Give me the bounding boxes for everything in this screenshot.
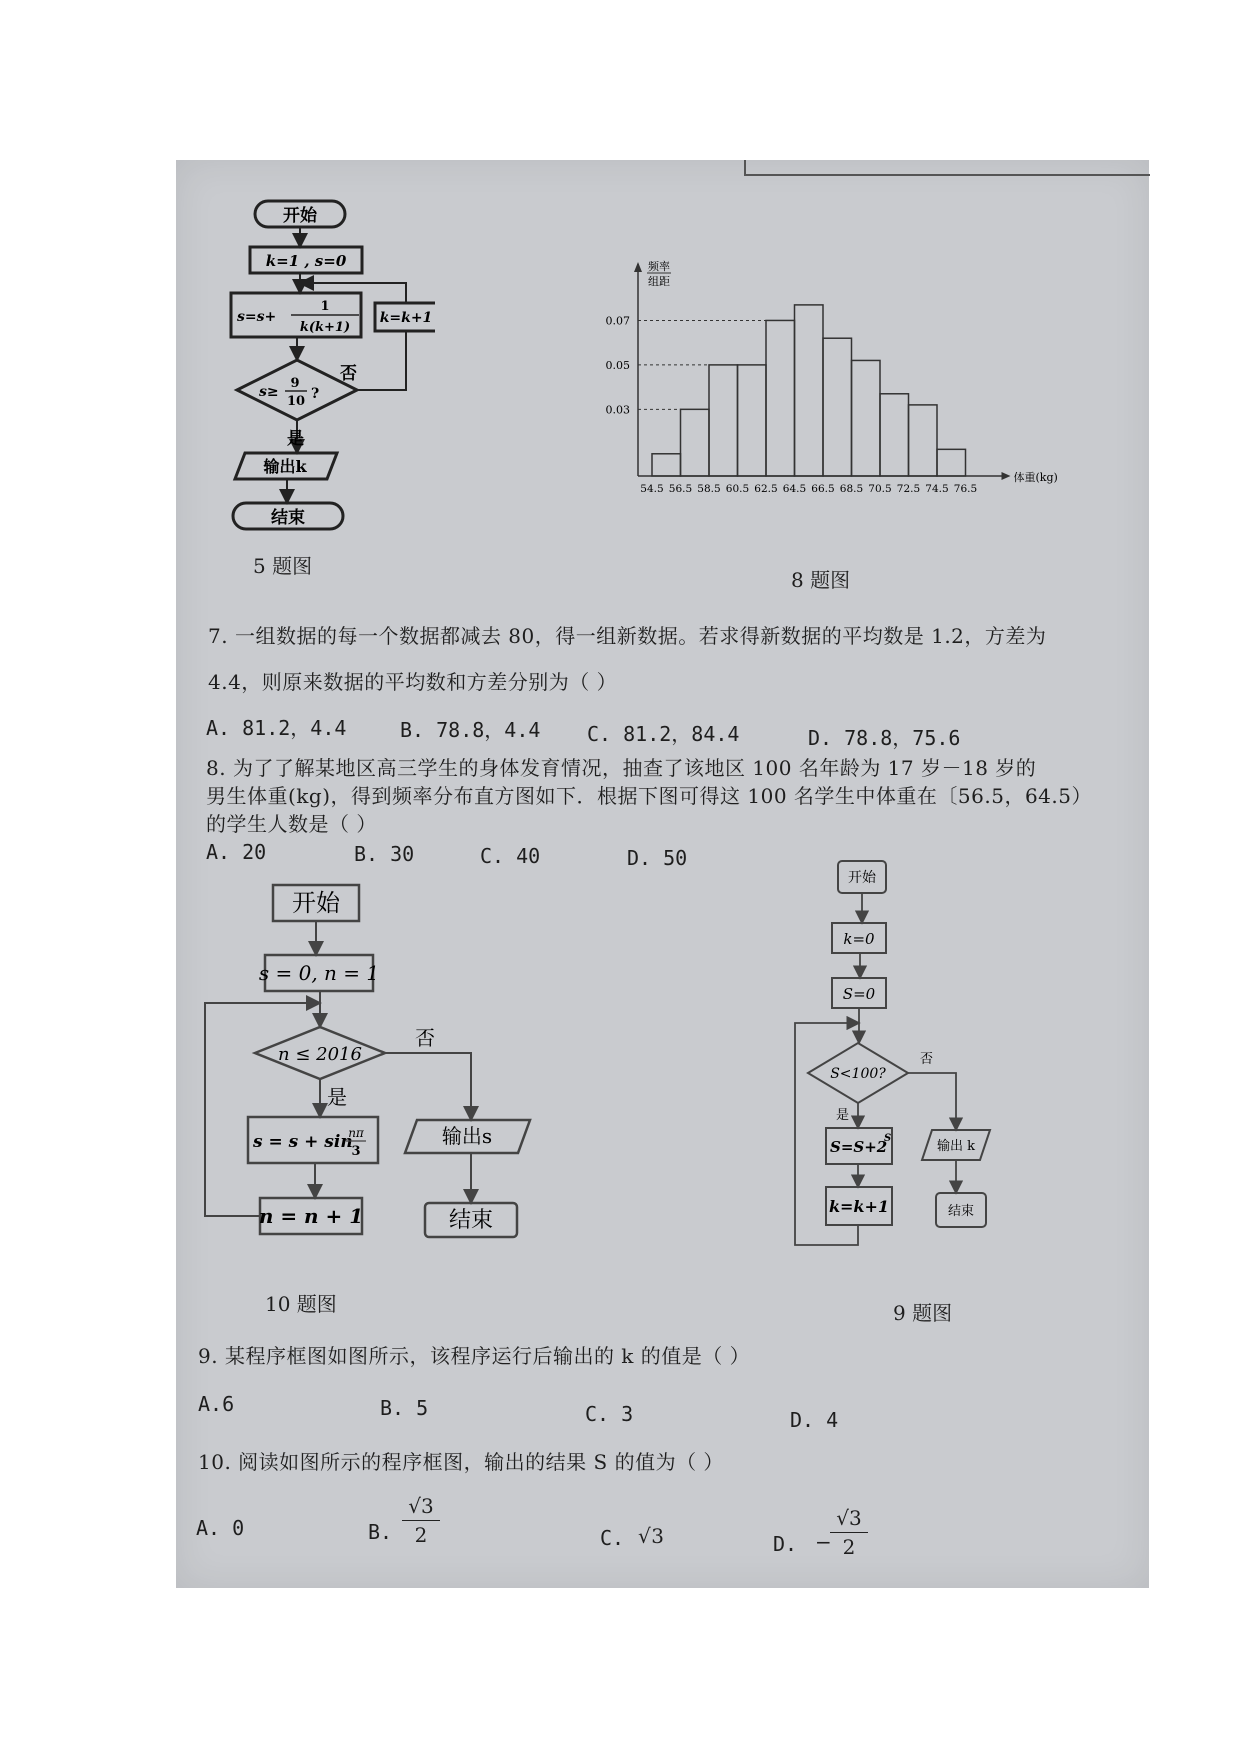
- q8-option-c: C. 40: [480, 844, 541, 868]
- q10-option-d-num: √3: [830, 1506, 868, 1533]
- header-strip: [744, 160, 1150, 176]
- q8-line1: 8. 为了了解某地区高三学生的身体发育情况，抽查了该地区 100 名年龄为 17 岁－18 岁的: [206, 756, 1037, 780]
- q8-option-a: A. 20: [206, 840, 267, 864]
- fig9-output-label: 输出 k: [936, 1139, 976, 1154]
- x-tick-label: 76.5: [953, 483, 978, 495]
- histogram-bar: [823, 338, 852, 476]
- fig5-cond-num: 9: [290, 376, 300, 391]
- q10-option-b-label: B.: [368, 1520, 393, 1544]
- fig5-inc-label: k=k+1: [379, 310, 433, 326]
- fig9-no-label: 否: [920, 1052, 934, 1067]
- q10-line: 10. 阅读如图所示的程序框图，输出的结果 S 的值为（ ）: [198, 1450, 724, 1474]
- q7-option-d: D. 78.8，75.6: [808, 726, 961, 750]
- fig10-update-den: 3: [351, 1144, 361, 1159]
- fig5-caption: 5 题图: [253, 554, 313, 578]
- y-axis-label-bottom: 组距: [648, 275, 670, 288]
- x-tick-label: 58.5: [697, 483, 721, 495]
- x-tick-label: 60.5: [725, 483, 750, 495]
- histogram-bar: [681, 409, 710, 476]
- x-tick-label: 54.5: [640, 483, 664, 495]
- q10-option-b-den: 2: [414, 1523, 428, 1547]
- fig10-output-label: 输出s: [441, 1124, 493, 1148]
- fig5-update-label: s=s+: [237, 309, 277, 325]
- fig10-yes-label: 是: [327, 1085, 347, 1109]
- fig5-cond-pre: s≥: [259, 384, 279, 400]
- y-axis-arrow: [634, 262, 642, 272]
- histogram-bar: [880, 394, 909, 476]
- q9-line: 9. 某程序框图如图所示，该程序运行后输出的 k 的值是（ ）: [198, 1344, 751, 1368]
- histogram-bar: [909, 405, 938, 476]
- x-axis-arrow: [1002, 472, 1011, 480]
- fig9-update-pre: S=S+2: [830, 1138, 888, 1156]
- q10-option-c-value: √3: [638, 1524, 665, 1548]
- x-tick-label: 70.5: [868, 483, 892, 495]
- fig9-yes-label: 是: [836, 1108, 850, 1123]
- histogram-bar: [852, 360, 881, 476]
- fig9-flowchart: [790, 855, 1040, 1255]
- q10-option-d-sign: −: [815, 1530, 833, 1554]
- y-tick-label: 0.03: [605, 403, 630, 417]
- q8-option-d: D. 50: [627, 846, 688, 870]
- fig9-inc-label: k=k+1: [828, 1197, 890, 1216]
- x-tick-label: 62.5: [754, 483, 778, 495]
- histogram-bar: [738, 365, 767, 476]
- q10-option-c-label: C.: [600, 1526, 625, 1550]
- q9-option-b: B. 5: [380, 1396, 429, 1420]
- q10-option-d-label: D.: [773, 1532, 798, 1556]
- fig9-end-label: 结束: [947, 1204, 975, 1219]
- fig9-caption: 9 题图: [893, 1301, 953, 1325]
- y-tick-label: 0.07: [605, 314, 630, 328]
- fig5-output-label: 输出k: [263, 457, 307, 476]
- q7-option-b: B. 78.8，4.4: [400, 718, 541, 742]
- x-tick-label: 64.5: [782, 483, 807, 495]
- fig5-init-label: k=1 , s=0: [265, 252, 347, 270]
- x-tick-label: 66.5: [811, 483, 835, 495]
- fig5-frac-den: k(k+1): [299, 320, 351, 335]
- fig10-no-label: 否: [415, 1026, 435, 1050]
- q10-option-b-fraction: [402, 1494, 440, 1547]
- fig8-histogram: [590, 258, 1150, 558]
- fig10-end-label: 结束: [448, 1208, 494, 1233]
- fig9-cond-label: S<100?: [830, 1066, 886, 1082]
- q9-option-a: A.6: [198, 1392, 235, 1416]
- histogram-bar: [652, 454, 681, 476]
- fig5-cond-q: ?: [311, 386, 320, 402]
- fig5-frac-num: 1: [320, 299, 330, 314]
- x-tick-label: 74.5: [925, 483, 949, 495]
- q8-line3: 的学生人数是（ ）: [206, 812, 377, 836]
- histogram-bar: [766, 320, 795, 476]
- fig5-flowchart: [225, 195, 435, 565]
- fig9-update-exp: S: [884, 1133, 892, 1144]
- q10-option-b-num: √3: [402, 1494, 440, 1521]
- y-axis-label-top: 频率: [648, 260, 670, 273]
- histogram-bar: [937, 449, 966, 476]
- q7-option-c: C. 81.2，84.4: [587, 722, 740, 746]
- fig9-k0-label: k=0: [843, 930, 875, 948]
- fig10-init-label: s = 0, n = 1: [258, 961, 380, 985]
- fig10-cond-label: n ≤ 2016: [278, 1044, 362, 1065]
- y-tick-label: 0.05: [605, 358, 630, 372]
- histogram-bar: [795, 305, 824, 476]
- fig10-flowchart: [195, 875, 555, 1275]
- fig5-cond-den: 10: [286, 394, 306, 409]
- q10-option-a: A. 0: [196, 1516, 245, 1540]
- q7-line1: 7. 一组数据的每一个数据都减去 80，得一组新数据。若求得新数据的平均数是 1.2，方差为: [208, 624, 1047, 648]
- fig9-start-label: 开始: [848, 870, 876, 886]
- x-tick-label: 68.5: [839, 483, 864, 495]
- x-tick-label: 72.5: [896, 483, 921, 495]
- fig9-s0-label: S=0: [842, 985, 876, 1003]
- q10-option-d-den: 2: [842, 1535, 856, 1559]
- fig8-caption: 8 题图: [791, 568, 851, 592]
- q9-option-d: D. 4: [790, 1408, 839, 1432]
- fig5-start-label: 开始: [283, 206, 317, 226]
- histogram-bar: [709, 365, 738, 476]
- fig5-end-label: 结束: [271, 508, 305, 528]
- fig10-inc-label: n = n + 1: [258, 1204, 364, 1228]
- x-axis-label: 体重(kg): [1013, 471, 1058, 484]
- q8-line2: 男生体重(kg)，得到频率分布直方图如下．根据下图可得这 100 名学生中体重在〔56.5，64.5）: [206, 784, 1092, 808]
- q7-option-a: A. 81.2，4.4: [206, 716, 347, 740]
- q7-line2: 4.4，则原来数据的平均数和方差分别为（ ）: [208, 670, 618, 694]
- fig10-update-pre: s = s + sin: [253, 1132, 353, 1152]
- q8-option-b: B. 30: [354, 842, 415, 866]
- q10-option-d-fraction: [830, 1506, 868, 1559]
- q9-option-c: C. 3: [585, 1402, 634, 1426]
- fig5-yes-label: 是: [287, 429, 304, 449]
- fig5-no-label: 否: [340, 364, 357, 384]
- x-tick-label: 56.5: [668, 483, 693, 495]
- fig10-caption: 10 题图: [265, 1292, 337, 1316]
- fig10-update-num: nπ: [348, 1126, 364, 1140]
- fig10-start-label: 开始: [292, 889, 340, 917]
